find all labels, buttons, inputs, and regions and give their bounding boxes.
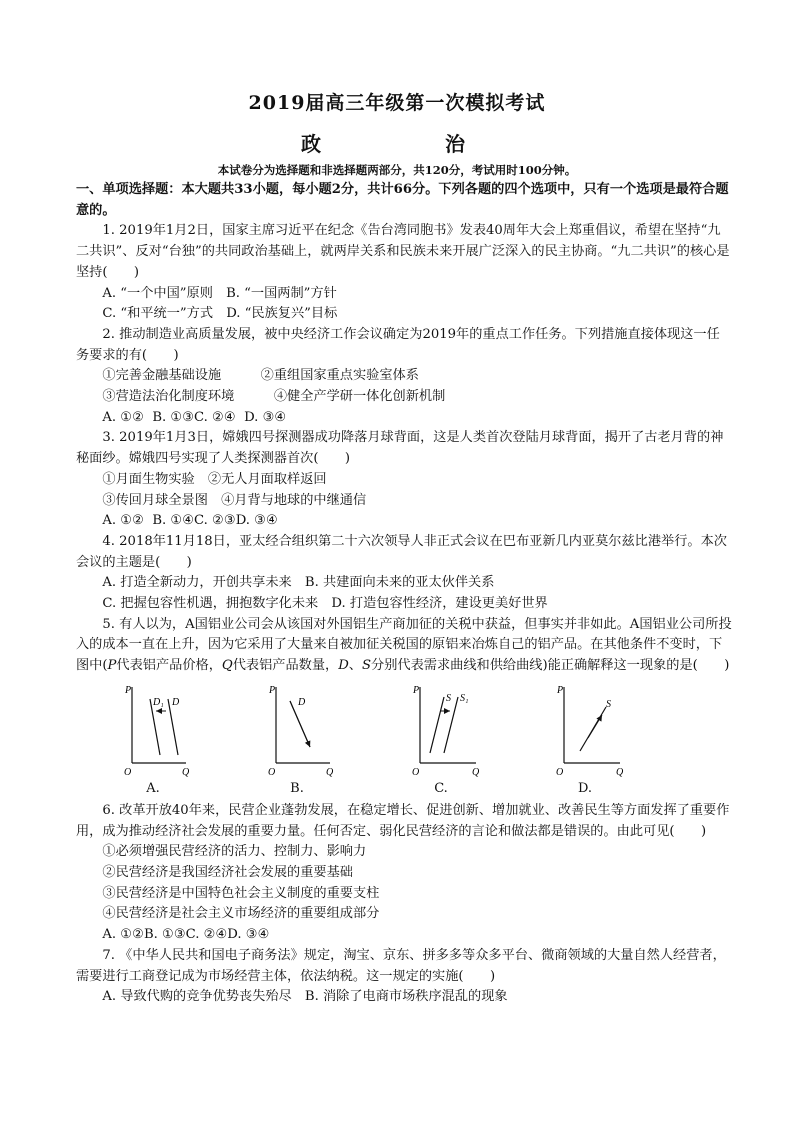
exam-title: 2019届高三年级第一次模拟考试: [248, 92, 546, 114]
graph-c-label: C.: [434, 780, 448, 796]
q5-symbol-p: P: [107, 658, 117, 674]
graph-c-axis-p: P: [413, 684, 420, 696]
graph-a-curve-d1: D₁: [153, 696, 164, 708]
graph-d: [548, 683, 668, 797]
q5-separator: 、: [348, 658, 362, 674]
q5-text-1: 5. 有人以为，A国铝业公司会从该国对外国铝生产商加征的关税中获益，但事实并非如此。A国铝业公司所投入的成本一直在上升，因为它采用了大量来自被加征关税国的原铝来冶炼自己的铝产品。在其他条件不变时，下图中(: [76, 616, 732, 674]
exam-notice: 本试卷分为选择题和非选择题两部分，共120分，考试用时100分钟。: [217, 163, 577, 177]
question-5-stem: [76, 615, 732, 677]
question-6-options: A. ①②B. ①③C. ②④D. ③④: [102, 927, 270, 943]
question-3-options: A. ①② B. ①④C. ②③D. ③④: [102, 513, 278, 529]
graph-a-label: A.: [146, 780, 160, 796]
question-1-options-cd: C. “和平统一”方式 D. “民族复兴”目标: [102, 306, 338, 322]
question-6-statement-4: ④民营经济是社会主义市场经济的重要组成部分: [102, 906, 380, 922]
graph-d-label: D.: [577, 780, 593, 796]
q5-symbol-s: S: [361, 658, 372, 674]
question-2-stem: 2. 推动制造业高质量发展，被中央经济工作会议确定为2019年的重点工作任务。下列措施直接体现这一任务要求的有( ): [76, 326, 720, 363]
graph-d-curve-s: S: [606, 698, 611, 710]
question-3-statements-12: ①月面生物实验 ②无人月面取样返回: [102, 471, 327, 487]
question-1-stem: 1. 2019年1月2日，国家主席习近平在纪念《告台湾同胞书》发表40周年大会上郑重倡议，希望在坚持“九二共识”、反对“台独”的共同政治基础上，就两岸关系和民族未来开展广泛深入的民主协商。“九二共识”的核心是坚持( ): [76, 223, 730, 280]
graph-b-curve-d: D: [298, 696, 306, 708]
section-heading: 一、单项选择题：本大题共33小题，每小题2分，共计66分。下列各题的四个选项中，只有一个选项是最符合题意的。: [76, 182, 729, 218]
graph-c-curve-s1: S₁: [460, 692, 469, 704]
q5-symbol-q: Q: [221, 658, 233, 674]
graph-a-axis-q: Q: [182, 766, 190, 778]
q5-graphs: [76, 683, 732, 797]
question-4-stem: 4. 2018年11月18日，亚太经合组织第二十六次领导人非正式会议在巴布亚新几内亚莫尔兹比港举行。本次会议的主题是( ): [76, 533, 727, 570]
graph-c: [404, 683, 524, 797]
graph-b-origin: O: [268, 766, 276, 778]
graph-a-curve-d: D: [172, 696, 180, 708]
graph-a-axis-p: P: [125, 684, 132, 696]
question-1-options-ab: A. “一个中国”原则 B. “一国两制”方针: [102, 285, 337, 301]
graph-a: [116, 683, 236, 797]
question-3-statements-34: ③传回月球全景图 ④月背与地球的中继通信: [102, 492, 367, 508]
graph-b-axis-p: P: [269, 684, 276, 696]
subject-title: 政 治: [301, 132, 493, 156]
exam-body: [76, 180, 732, 1008]
question-6-stem: 6. 改革开放40年来，民营企业蓬勃发展，在稳定增长、促进创新、增加就业、改善民生等方面发挥了重要作用，成为推动经济社会发展的重要力量。任何否定、弱化民营经济的言论和做法都是错误的。由此可见( ): [76, 802, 730, 839]
question-7-stem: 7. 《中华人民共和国电子商务法》规定，淘宝、京东、拼多多等众多平台、微商领域的大量自然人经营者，需要进行工商登记成为市场经营主体，依法纳税。这一规定的实施( ): [76, 947, 726, 984]
graph-b: [260, 683, 380, 797]
graph-b-axis-q: Q: [326, 766, 334, 778]
graph-c-curve-s: S: [446, 692, 451, 704]
question-2-statements-12: ①完善金融基础设施 ②重组国家重点实验室体系: [102, 368, 419, 384]
graph-c-origin: O: [412, 766, 420, 778]
q5-text-2: 代表铝产品价格，: [116, 658, 222, 674]
question-2-statements-34: ③营造法治化制度环境 ④健全产学研一体化创新机制: [102, 389, 446, 405]
q5-text-3: 代表铝产品数量，: [232, 658, 339, 674]
graph-a-origin: O: [124, 766, 132, 778]
question-6-statement-1: ①必须增强民营经济的活力、控制力、影响力: [102, 844, 367, 860]
graph-d-axis-p: P: [557, 684, 564, 696]
graph-d-axis-q: Q: [616, 766, 624, 778]
question-3-stem: 3. 2019年1月3日，嫦娥四号探测器成功降落月球背面，这是人类首次登陆月球背面，揭开了古老月背的神秘面纱。嫦娥四号实现了人类探测器首次( ): [76, 430, 724, 467]
q5-symbol-d: D: [338, 658, 349, 674]
graph-b-label: B.: [290, 780, 304, 796]
graph-d-origin: O: [556, 766, 564, 778]
question-6-statement-3: ③民营经济是中国特色社会主义制度的重要支柱: [102, 885, 380, 901]
question-2-options: A. ①② B. ①③C. ②④ D. ③④: [102, 409, 287, 425]
question-4-options-cd: C. 把握包容性机遇，拥抱数字化未来 D. 打造包容性经济，建设更美好世界: [102, 596, 548, 612]
question-6-statement-2: ②民营经济是我国经济社会发展的重要基础: [102, 864, 353, 880]
q5-text-4: 分别代表需求曲线和供给曲线)能正确解释这一现象的是( ): [371, 658, 730, 674]
question-7-options-ab: A. 导致代购的竞争优势丧失殆尽 B. 消除了电商市场秩序混乱的现象: [102, 989, 508, 1005]
graph-c-axis-q: Q: [472, 766, 480, 778]
question-4-options-ab: A. 打造全新动力，开创共享未来 B. 共建面向未来的亚太伙伴关系: [102, 575, 495, 591]
